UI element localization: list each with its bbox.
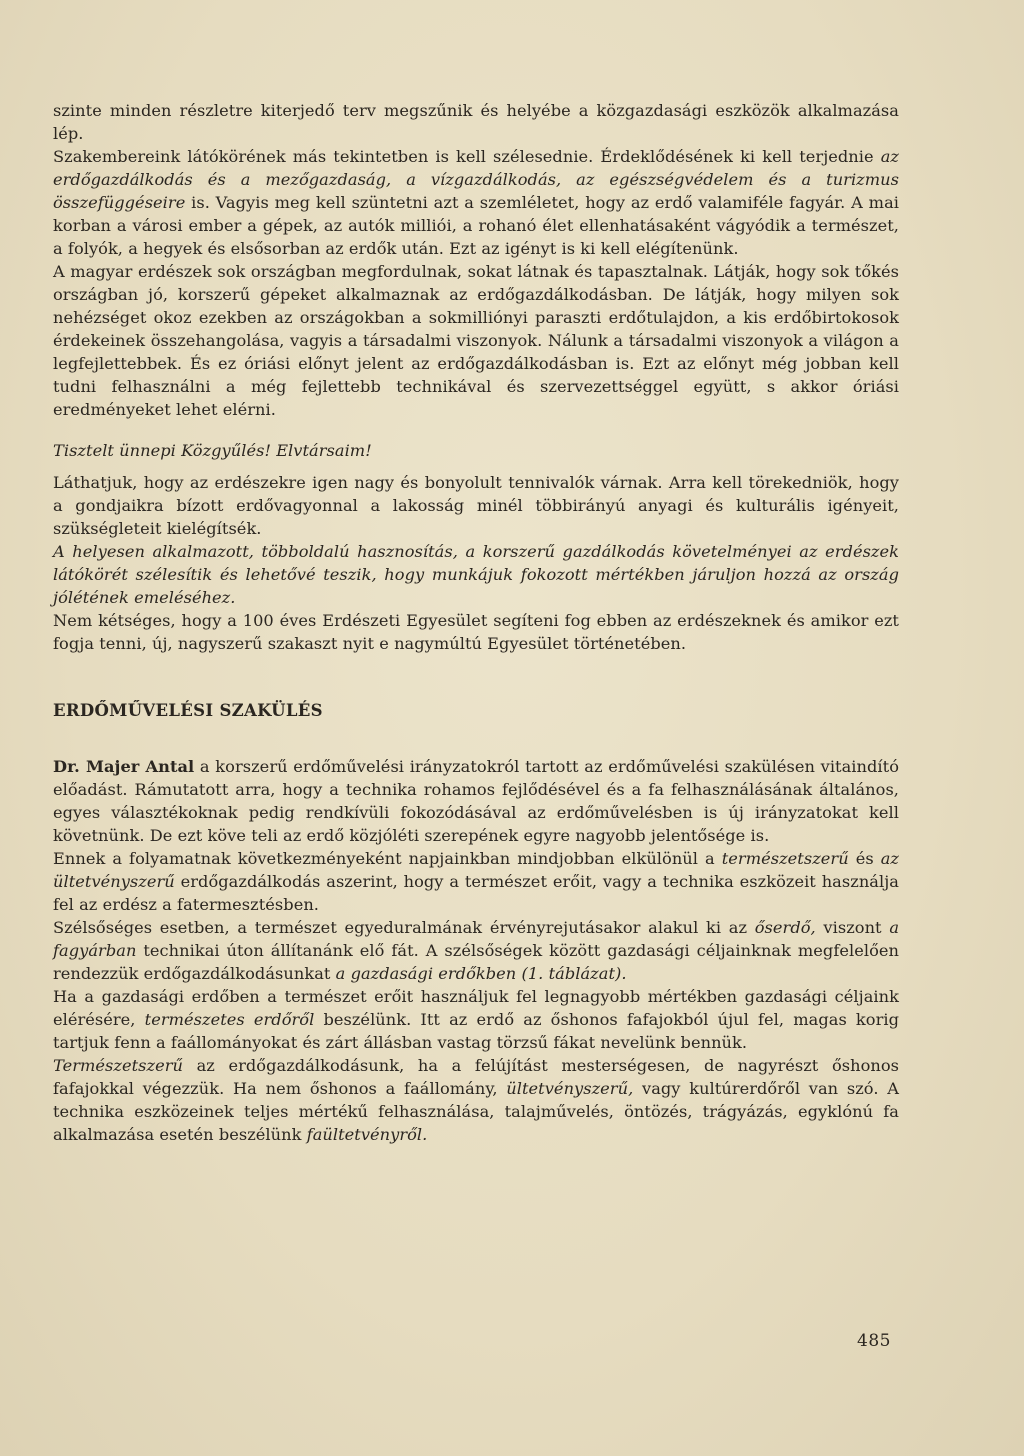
paragraph-closing-2: A helyesen alkalmazott, többoldalú hasznosítás, a korszerű gazdálkodás követelményei az erdészek látókörét szélesítik és lehetővé teszik, hogy munkájuk fokozott mértékben járuljon hozzá az ország jólétének emeléséhez. — [53, 542, 899, 607]
text-run: a korszerű erdőművelési irányzatokról tartott az erdőművelési szakülésen vitaindító előadást. Rámutatott arra, hogy a technika rohamos fejlődésével és a fa felhasználásának általános, egyes választékoknak pedig rendkívüli fokozódásával az erdőművelésben is új irányzatokat kell követnünk. De ezt köve teli az erdő közjóléti szerepének egyre nagyobb jelentősége is. — [53, 757, 899, 845]
italic-text-run: az erdőgazdálkodás és a mezőgazdaság, a vízgazdálkodás, az egészségvédelem és a turizmus összefüggéseire — [53, 147, 899, 212]
text-run: Szélsőséges esetben, a természet egyeduralmának érvényrejutásakor alakul ki az — [53, 918, 755, 937]
text-run: az erdőgazdálkodásunk, ha a felújítást mesterségesen, de nagyrészt őshonos fafajokkal végezzük. Ha nem őshonos a faállomány, — [53, 1056, 899, 1098]
paragraph-closing-3: Nem kétséges, hogy a 100 éves Erdészeti Egyesület segíteni fog ebben az erdészeknek és amikor ezt fogja tenni, új, nagyszerű szakaszt nyit e nagymúltú Egyesület történetében. — [53, 611, 899, 653]
paragraph-section-2 — [53, 847, 899, 916]
paragraph-section-5 — [53, 1054, 899, 1146]
page-number: 485 — [857, 1331, 891, 1351]
text-run: és — [848, 849, 881, 868]
italic-text-run: természetes erdőről — [144, 1010, 315, 1029]
text-run: beszélünk. Itt az erdő az őshonos fafajokból újul fel, magas korig tartjuk fenn a faállományokat és zárt állásban vastag törzsű fákat nevelünk bennük. — [53, 1010, 900, 1052]
paragraph-intro-2 — [53, 145, 899, 260]
italic-text-run: faültetvényről. — [306, 1125, 428, 1144]
text-run: technikai úton állítanánk elő fát. A szélsőségek között gazdasági céljainknak megfelelően rendezzük erdőgazdálkodásunkat — [53, 941, 899, 983]
paragraph-section-3 — [53, 916, 899, 985]
text-column — [53, 99, 899, 1146]
section-heading: ERDŐMŰVELÉSI SZAKÜLÉS — [53, 701, 323, 720]
italic-text-run: a fagyárban — [53, 918, 900, 960]
text-run: is. Vagyis meg kell szüntetni azt a szemléletet, hogy az erdő valamiféle fagyár. A mai korban a városi ember a gépek, az autók milliói, a rohanó élet ellenhatásaként vágyódik a természet, a folyók, a hegyek és elsősorban az erdők után. Ezt az igényt is ki kell elégítenünk. — [53, 193, 899, 258]
italic-text-run: Természetszerű — [53, 1056, 183, 1075]
text-run: vagy kultúrerdőről van szó. A technika eszközeinek teljes mértékű felhasználása, talajművelés, öntözés, trágyázás, egyklónú fa alkalmazása esetén beszélünk — [53, 1079, 899, 1144]
text-run: viszont — [815, 918, 890, 937]
text-run: Ha a gazdasági erdőben a természet erőit használjuk fel legnagyobb mértékben gazdasági céljaink elérésére, — [53, 987, 899, 1029]
paragraph-section-1 — [53, 755, 899, 847]
text-run: erdőgazdálkodás aszerint, hogy a természet erőit, vagy a technika eszközeit használja fel az erdész a fatermesztésben. — [53, 872, 899, 914]
text-run: Ennek a folyamatnak következményeként napjainkban mindjobban elkülönül a — [53, 849, 722, 868]
paragraph-intro-1: szinte minden részletre kiterjedő terv megszűnik és helyébe a közgazdasági eszközök alkalmazása lép. — [53, 101, 899, 143]
paragraph-section-4 — [53, 985, 899, 1054]
paragraph-intro-3: A magyar erdészek sok országban megfordulnak, sokat látnak és tapasztalnak. Látják, hogy sok tőkés országban jó, korszerű gépeket alkalmaznak az erdőgazdálkodásban. De látják, hogy milyen sok nehézséget okoz ezekben az országokban a sokmilliónyi paraszti erdőtulajdon, a kis erdőbirtokosok érdekeinek összehangolása, vagyis a társadalmi viszonyok. Nálunk a társadalmi viszonyok a világon a legfejlettebbek. És ez óriási előnyt jelent az erdőgazdálkodásban is. Ezt az előnyt még jobban kell tudni felhasználni a még fejlettebb technikával és szervezettséggel együtt, s akkor óriási eredményeket lehet elérni. — [53, 262, 899, 419]
salutation: Tisztelt ünnepi Közgyűlés! Elvtársaim! — [53, 441, 372, 460]
italic-text-run: természetszerű — [721, 849, 849, 868]
italic-text-run: ültetvényszerű, — [506, 1079, 634, 1098]
paragraph-closing-1: Láthatjuk, hogy az erdészekre igen nagy és bonyolult tennivalók várnak. Arra kell törekedniök, hogy a gondjaikra bízott erdővagyonnal a lakosság minél többirányú anyagi és kulturális igényeit, szükségleteit kielégítsék. — [53, 473, 899, 538]
text-run: Szakembereink látókörének más tekintetben is kell szélesednie. Érdeklődésének ki kell terjednie — [53, 147, 881, 166]
italic-text-run: az ültetvényszerű — [53, 849, 899, 891]
speaker-name: Dr. Majer Antal — [53, 757, 195, 776]
italic-text-run: a gazdasági erdőkben (1. táblázat). — [335, 964, 627, 983]
italic-text-run: őserdő, — [754, 918, 816, 937]
